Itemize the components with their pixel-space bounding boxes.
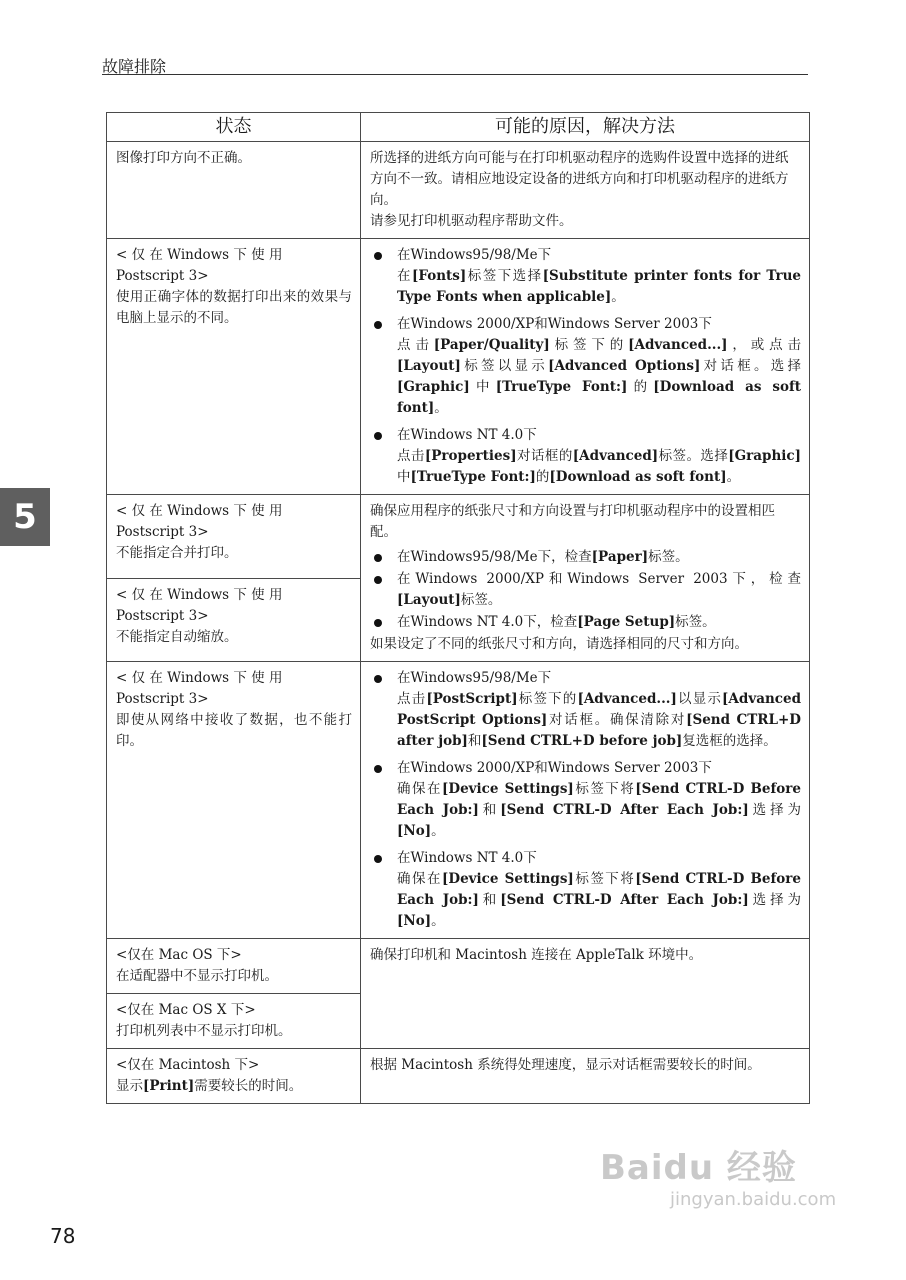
list-item: [370, 245, 801, 308]
column-header-status: 状态: [107, 113, 361, 142]
table-row: [107, 142, 810, 239]
bullet-heading: 在Windows NT 4.0下: [397, 850, 537, 866]
bullet-text: 点击[Paper/Quality]标签下的[Advanced...]，或点击[Layout]标签以显示[Advanced Options]对话框。选择[Graphic]中[TrueType Font:]的[Download as soft font]。: [397, 337, 802, 416]
solution-cell: [361, 239, 810, 495]
bullet-text: 确保在[Device Settings]标签下将[Send CTRL-D Before Each Job:]和[Send CTRL-D After Each Job:]选择为[No]。: [397, 871, 801, 929]
troubleshooting-table: [106, 112, 810, 1104]
table-row: [107, 1049, 810, 1104]
condition-text: 不能指定自动缩放。: [116, 628, 238, 645]
solution-cell: [361, 662, 810, 939]
condition-scope: [116, 585, 352, 606]
bullet-icon: [374, 619, 382, 627]
bullet-icon: [374, 576, 382, 584]
condition-text: 不能指定合并打印。: [116, 545, 238, 561]
solution-cell: [361, 142, 810, 239]
table-header-row: [107, 113, 810, 142]
bullet-heading: 在Windows95/98/Me下: [397, 247, 552, 263]
bullet-text: 在Windows95/98/Me下，检查[Paper]标签。: [397, 549, 689, 565]
condition-scope: [116, 245, 352, 266]
list-item: [370, 314, 801, 419]
solution-cell: [361, 1049, 810, 1104]
condition-scope-ps: Postscript 3>: [116, 268, 209, 284]
condition-text: 打印机列表中不显示打印机。: [116, 1023, 292, 1039]
condition-cell: [107, 578, 361, 662]
condition-scope-text: < 仅 在 Windows 下 使 用: [116, 503, 283, 519]
bullet-icon: [374, 432, 382, 440]
bullet-heading: 在Windows95/98/Me下: [397, 670, 552, 686]
condition-scope-ps: Postscript 3>: [116, 691, 209, 707]
condition-text: 显示[Print]需要较长的时间。: [116, 1078, 303, 1094]
condition-cell: [107, 662, 361, 939]
header-divider: [102, 74, 808, 75]
solution-text: 确保打印机和 Macintosh 连接在 AppleTalk 环境中。: [370, 947, 703, 963]
bullet-text: 确保在[Device Settings]标签下将[Send CTRL-D Before Each Job:]和[Send CTRL-D After Each Job:]选择为[No]。: [397, 781, 801, 839]
solution-note: 请参见打印机驱动程序帮助文件。: [370, 213, 573, 229]
bullet-icon: [374, 321, 382, 329]
bullet-icon: [374, 675, 382, 683]
condition-text: 使用正确字体的数据打印出来的效果与电脑上显示的不同。: [116, 289, 352, 326]
watermark: [600, 1140, 836, 1210]
column-header-solution: 可能的原因，解决方法: [361, 113, 810, 142]
condition-cell: [107, 994, 361, 1049]
condition-scope: <仅在 Mac OS 下>: [116, 947, 242, 963]
condition-scope-text: < 仅 在 Windows 下 使 用: [116, 670, 283, 686]
bullet-icon: [374, 855, 382, 863]
page-number: 78: [50, 1224, 76, 1248]
bullet-heading: 在Windows NT 4.0下: [397, 427, 537, 443]
bullet-text: 点击[PostScript]标签下的[Advanced...]以显示[Advanced PostScript Options]对话框。确保清除对[Send CTRL+D after job]和[Send CTRL+D before job]复选框的选择。: [397, 691, 802, 749]
running-header: 故障排除: [102, 57, 167, 76]
chapter-tab: 5: [0, 488, 50, 546]
solution-cell: [361, 495, 810, 662]
bullet-text: 在Windows NT 4.0下，检查[Page Setup]标签。: [397, 614, 716, 630]
condition-scope: <仅在 Mac OS X 下>: [116, 1002, 256, 1018]
list-item: [370, 547, 801, 568]
bullet-icon: [374, 252, 382, 260]
condition-scope-text: < 仅 在 Windows 下 使 用: [116, 247, 283, 263]
list-item: [370, 612, 801, 633]
solution-text: 根据 Macintosh 系统得处理速度，显示对话框需要较长的时间。: [370, 1057, 761, 1073]
bullet-heading: 在Windows 2000/XP和Windows Server 2003下: [397, 316, 712, 332]
bullet-text: 在Windows 2000/XP和Windows Server 2003下，检查[Layout]标签。: [397, 571, 801, 608]
solution-intro: 确保应用程序的纸张尺寸和方向设置与打印机驱动程序中的设置相匹配。: [370, 503, 775, 540]
condition-scope-ps: Postscript 3>: [116, 607, 209, 624]
condition-scope: [116, 668, 352, 689]
condition-scope: [116, 501, 352, 522]
table-row: [107, 662, 810, 939]
table-row: [107, 495, 810, 579]
list-item: [370, 848, 801, 932]
list-item: [370, 425, 801, 488]
condition-cell: [107, 239, 361, 495]
condition-scope-ps: Postscript 3>: [116, 524, 209, 540]
condition-cell: [107, 1049, 361, 1104]
condition-scope: <仅在 Macintosh 下>: [116, 1057, 260, 1073]
bullet-text: 在[Fonts]标签下选择[Substitute printer fonts for True Type Fonts when applicable]。: [397, 268, 802, 305]
solution-text: 所选择的进纸方向可能与在打印机驱动程序的选购件设置中选择的进纸方向不一致。请相应地设定设备的进纸方向和打印机驱动程序的进纸方向。: [370, 150, 789, 208]
list-item: [370, 569, 801, 611]
bullet-text: 点击[Properties]对话框的[Advanced]标签。选择[Graphic]中[TrueType Font:]的[Download as soft font]。: [397, 448, 802, 485]
watermark-url: jingyan.baidu.com: [670, 1189, 837, 1210]
condition-cell: [107, 939, 361, 994]
condition-text: 图像打印方向不正确。: [116, 150, 251, 166]
table-row: [107, 939, 810, 994]
condition-text: 在适配器中不显示打印机。: [116, 968, 278, 984]
bullet-icon: [374, 554, 382, 562]
list-item: [370, 758, 801, 842]
solution-cell: [361, 939, 810, 1049]
bullet-icon: [374, 765, 382, 773]
condition-cell: [107, 495, 361, 579]
condition-scope-text: < 仅 在 Windows 下 使 用: [116, 586, 283, 603]
condition-cell: [107, 142, 361, 239]
solution-outro: 如果设定了不同的纸张尺寸和方向，请选择相同的尺寸和方向。: [370, 636, 748, 652]
watermark-logo: Baidu 经验: [600, 1148, 797, 1188]
bullet-heading: 在Windows 2000/XP和Windows Server 2003下: [397, 760, 712, 776]
table-row: [107, 239, 810, 495]
list-item: [370, 668, 801, 752]
condition-text: 即使从网络中接收了数据，也不能打印。: [116, 712, 352, 749]
